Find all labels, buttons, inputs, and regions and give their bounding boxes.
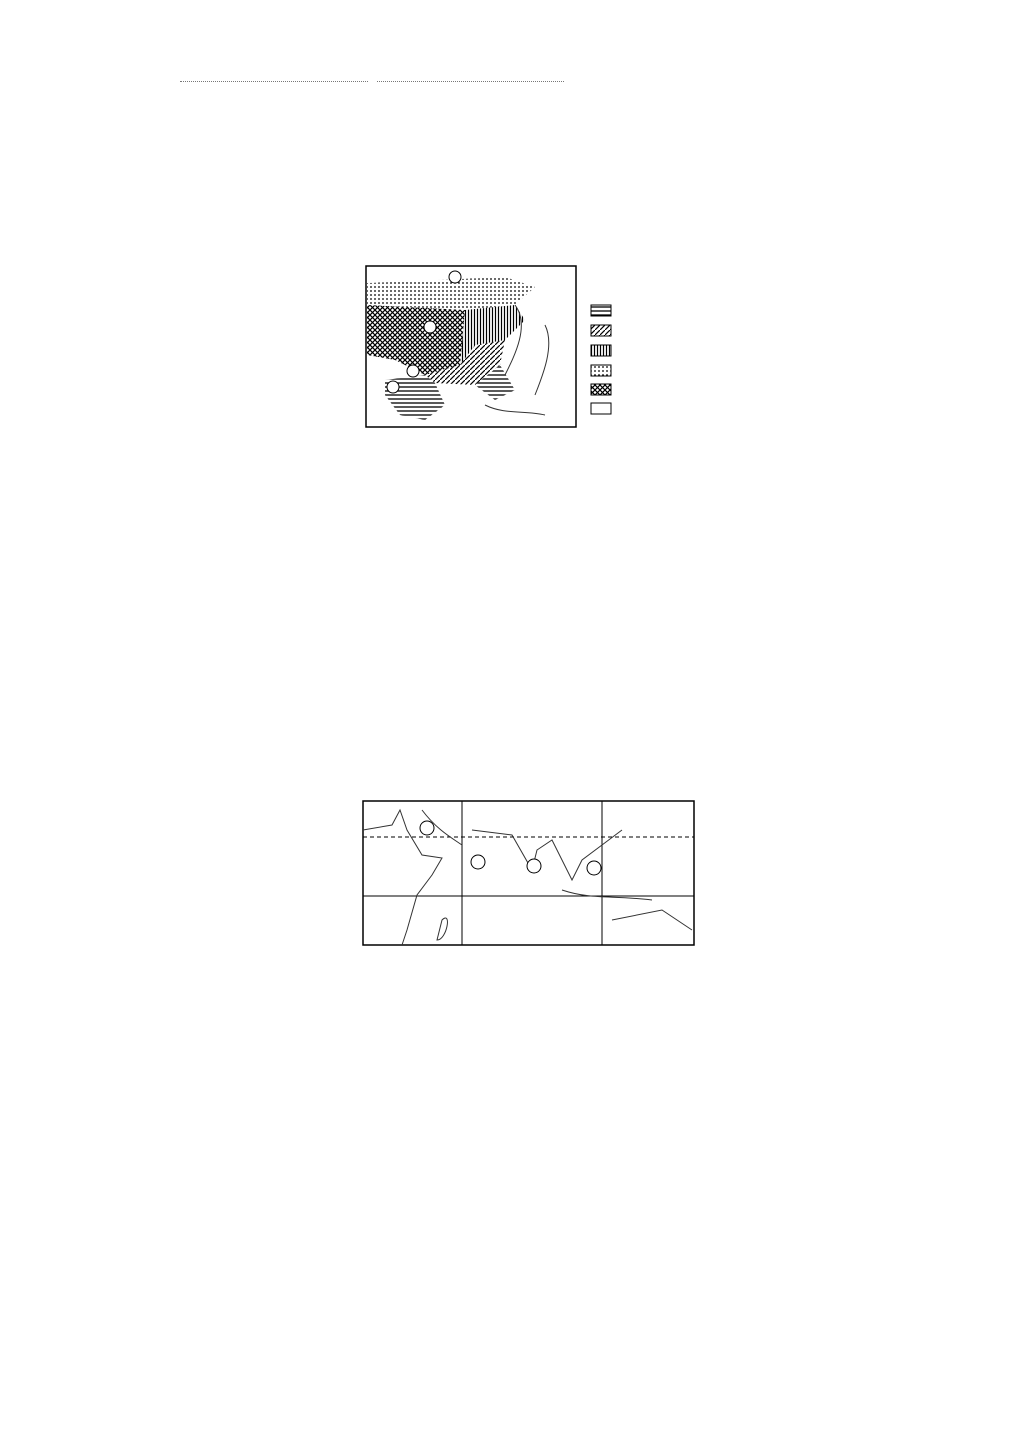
- legend: [591, 305, 611, 414]
- page-header: [180, 72, 564, 87]
- figure-9-14: [335, 1088, 725, 1252]
- figure-9-13: [362, 800, 696, 952]
- figure-9-12: [365, 265, 685, 434]
